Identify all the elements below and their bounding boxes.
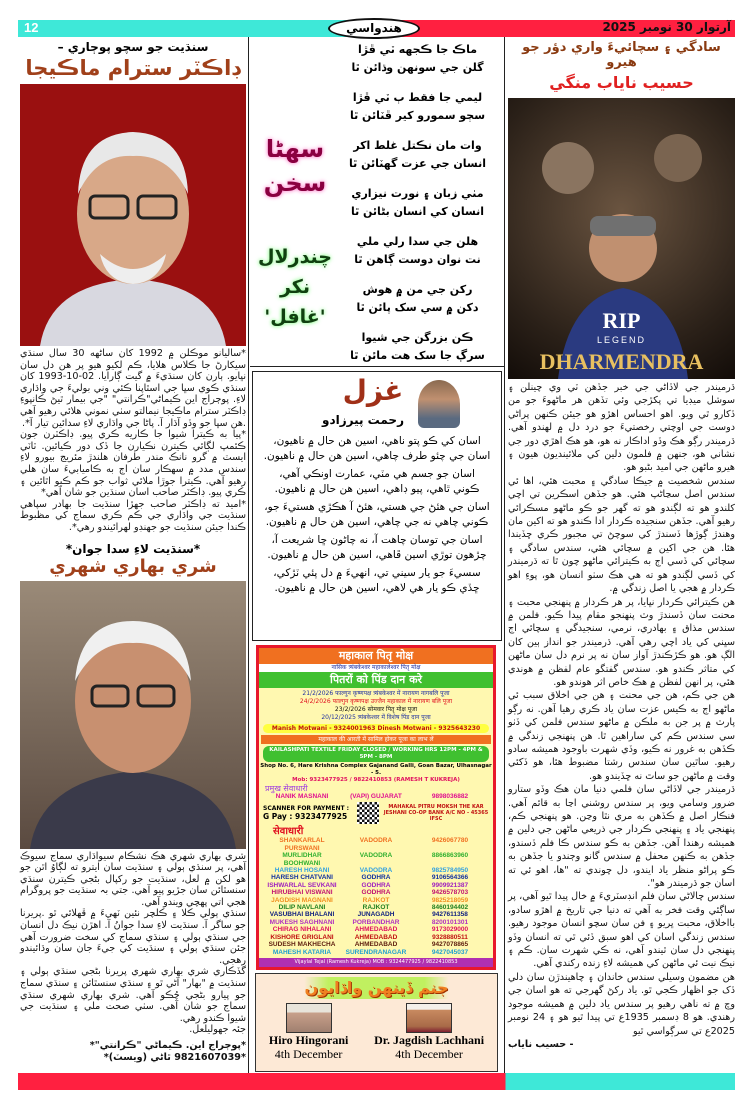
- ad-address: Shop No. 6, Hare Krishna Complex Gajanand Galli, Goan Bazar, Ulhasnagar - 5.: [260, 763, 492, 776]
- stanza: مٺي زبان ۽ نورت نيزاري انسان کي انسان بڻائن ٿا: [350, 187, 485, 218]
- dr-satram-makija-photo: [20, 84, 246, 346]
- person-name: Dr. Jagdish Lachhani: [374, 1033, 485, 1047]
- ad-gpay: G Pay : 9323477925: [263, 812, 348, 822]
- ad-date-line: 21/2/2026 फाल्गुन कृष्णपक्ष त्र्यंबकेश्वर में नारायण नागबलि पूजा: [302, 690, 450, 697]
- stanza: ڪن بزرگن جي شيوا سرڳ جا سک هت مائن ٿا: [350, 331, 485, 362]
- author-contact: *9821607039 ٿاڻي (ويسٽ)*: [103, 1051, 246, 1063]
- ad-mobile: Mob: 9323477925 / 9822410853 (RAMESH T KUKREJA): [292, 777, 460, 783]
- sevadhari-row: SUDESH MAKHECHA AHMEDABAD 9427078865: [268, 941, 469, 949]
- sevadhari-row: KISHORE GRIGLANI AHMEDABAD 9328880511: [270, 933, 468, 941]
- sevadhari-row: MUKESH SAGHNANI PORBANDHAR 8200101301: [269, 918, 469, 926]
- poem-stanzas: [335, 41, 500, 377]
- stanza: ماڪ جا ڪجهه ٽي ڦڙا گلن جي سونهن وڌائن ٿا: [351, 43, 484, 74]
- ad-date-line: 20/12/2025 त्र्यंबकेश्वर में विशेष पिंड दान पूजा: [321, 714, 431, 721]
- newspaper-logo: هندواسي: [328, 18, 420, 39]
- paragraph: ڌرميندر جي لاڏاڻي جي خبر جڏهن ٽي وي چينلن ۽ سوشل ميڊيا تي پکڙجي وئي تڏهن هر ماڻهوءَ جو من ڏکارو ٿي ويو. اهو احساس اهڙو هو جيئن ڪنهن پراڻي دوست جي اوچتي رخصتيءَ جو درد دل ۾ لهندو آهي. ڌرميندر رڳو هڪ وڏو اداڪار نه هو، هو هڪ اهڙي دور جي نشاني هو، جنهن ۾ فلمون دلين کي ملائينديون هيون ۽ هيرو ماڻهن جي اميد بڻبو هو.: [508, 382, 735, 474]
- issue-date: آرتوار 30 نومبر 2025: [602, 20, 731, 34]
- article-body: [20, 851, 246, 1064]
- ghazal-section: [252, 371, 502, 641]
- article-signature: - حسيب ناياب: [508, 1038, 574, 1050]
- author-signature: *پوڄراج اين. ڪيماڻي "ڪرانتي"*: [89, 1040, 246, 1051]
- qr-code-icon[interactable]: [357, 802, 379, 824]
- ad-date-line: 24/2/2026 फाल्गुन कृष्णपक्ष उज्जैन महाकाल में नारायण बलि पूजा: [299, 698, 453, 705]
- paragraph: گڏڪاري شري بهاري شهري پريرنا بڻجي سنڌي ٻولي ۽ سنڌيت ۾ "بهار" آڻي ٿو ۽ سنڌي سنسٿائن ۽ سنڌي سماج جو پيارو بڻجي چُڪو آهي. شري بهاري شهري سنڌي سماج جو شان آهي. سٺي صحت ملي ۽ سنڌيت جي شيوا ڪندو رهي.: [20, 966, 246, 1024]
- article-body: [20, 348, 246, 534]
- stanza: رکن جي من ۾ هوش دکن ۾ سي سک پائن ٿا: [356, 283, 479, 314]
- article-body: [508, 381, 735, 1051]
- ghazal-title: غزل: [342, 374, 404, 407]
- left-articles: [20, 40, 246, 1063]
- poet-photo: [418, 380, 460, 428]
- stanza: وات مان نڪتل غلط اکر انسان جي عزت گهٽائن ٿا: [349, 139, 486, 170]
- poet-name: چندرلال نکر 'غافل': [258, 246, 332, 328]
- ad-footer: Vijaylal Tejal (Ramesh Kukreja) MOB : 9324477925 / 9822410853: [259, 958, 493, 967]
- paragraph: ڌرميندر جي لاڏاڻي سان فلمي دنيا مان هڪ وڏو ستارو ضرور وسامي ويو، پر سندس روشني اڃا به قائم آهي. فنڪار اصل ۾ ڪڏهن به مري نٿا وڃن. هو پنهنجي ڪم، پنهنجي ياد ۽ پنهنجي ڪردار جي ذريعي ماڻهن جي دلين ۾ هميشه رهندا آهن. جڏهن به ڪو سندس ڪا فلم ڏسندو، جڏهن به ڪنهن محفل ۾ سندس گانو وڄندو يا جڏهن به ڪو پراڻو منظر ياد ايندو، دل چوندي ته "ها، اهو ئي ته اسان جو ڌرميندر هو".: [508, 784, 735, 890]
- ghazal-poet: رحمت پيرزادو: [322, 413, 404, 427]
- sevadhari-row: SHANKARLAL PURSWANI VADODRA 9426067780: [279, 837, 469, 852]
- paragraph: سندس شخصيت ۾ جيڪا سادگي ۽ محبت هئي، اها ئي سندس اصل سڃاڻپ هئي. هو جڏهن اسڪرين تي اچي کلندو هو ته لڳندو هو ته گهر جو ڪو ماڻهو مسڪرائي رهيو آهي. جڏهن سنجيده ڪردار ادا ڪندو هو ته اکين مان وهندڙ ڳوڙها ڏسندڙ کي سوچڻ تي مجبور ڪري ڇڏيندا هئا. هن جي اکين ۾ سچائي هئي، سندس سادگي ۽ سچائي کي ڏسي اڄ به ڪيترائي ماڻهو چون ٿا ته ڌرميندر کي ڏسي لڳندو هو ته هي هڪ سٺو انسان هو، پوءِ اهو ڪردار ۾ هجي يا اصل زندگي ۾.: [508, 475, 735, 595]
- ad-banner: पितरों को पिंड दान करे: [259, 672, 493, 688]
- paragraph: شري بهاري شهري هڪ نشڪام سيواڌاري سماج سيوڪ آهي، پر سنڌي ٻولي ۽ سنڌيت سان ايترو ته لڳاوُ اٿن جو هو لکن ۾ لعل، سنڌيت جو رکپال بڻجي ڪيترن سنڌي سنسٿائن سان جڙيو پيو آهي. جتي بہ سنڌيت جو پروگرام هجي اتي پهچي ويندو آهي.: [20, 850, 246, 908]
- sevadhari-row: ISHWARLAL SEVKANI GODHRA 9909921387: [267, 881, 469, 889]
- person-photo: [406, 1003, 452, 1033]
- page-footer-bar: [18, 1073, 735, 1090]
- person-date: 4th December: [395, 1047, 463, 1061]
- sevadhari-row: HIRUBHAI VISWANI GODHRA 9426578703: [271, 889, 469, 897]
- portrait-icon: [20, 84, 246, 346]
- stanza: هلن جي سدا رلي ملي نت نوان دوست ڳاهن ٿا: [354, 235, 481, 266]
- column-divider: [504, 37, 505, 1073]
- rip-text: RIP: [602, 308, 641, 333]
- sevadhari-row: MURLIDHAR BOOHWANI VADODRA 8866863960: [282, 852, 469, 867]
- page-header-bar: [18, 20, 735, 37]
- ad-title: महाकाल पितृ मोक्ष: [259, 648, 493, 664]
- couplet: سسيءَ جو يار سيني تي، انهيءَ ۾ دل پئي ٽڙکي، ڇڏي ڪو يار هي لاهي، اسين هن حال ۾ ناهيون.: [273, 567, 481, 594]
- page-number: 12: [24, 20, 39, 35]
- column-divider: [248, 37, 249, 1073]
- sevadhari-row: VASUBHAI BHALANI JUNAGADH 9427611358: [269, 911, 468, 919]
- couplet: اسان کي ڪو پتو ناهي، اسين هن حال ۾ ناهيون، اسان جي چئو طرف چاهي، اسين هن حال ۾ ناهيون.: [263, 435, 491, 462]
- birthday-title: جنم ڏينهن واڌايون: [256, 977, 497, 999]
- birthday-wishes: [255, 973, 498, 1072]
- dharmendra-photo: [508, 98, 735, 379]
- paragraph: سندس چالاڻي سان فلم انڊسٽريءَ ۾ خال پيدا ٿيو آهي، پر ساڳئي وقت فخر به آهي ته دنيا جي تاريخ ۾ اهڙو سادو، بااخلاق، محبت ڀريو ۽ فن سان سچو انسان موجود رهيو. سندس زندگي اسان کي اهو سبق ڏئي ٿي ته انسان وڏو پنهنجي دل سان ٿيندو آهي، نه ڪي شهرت سان. ڪم ۽ نيڪ نيت ئي ماڻهن کي هميشه لاءِ زنده رکندي آهي.: [508, 891, 735, 970]
- paragraph: هن مضمون وسيلي سندس خاندان ۽ چاهيندڙن سان دلي ڏک جو اظهار ڪجي ٿو. ياد رکڻ گهرجي ته هو اسان جي وچ ۾ ته ناهي رهيو پر سندس ياد دلين ۾ هميشه موجود رهندي. هو 8 ڊسمبر 1935ع تي پيدا ٿيو هو ۽ 24 نومبر 2025ع تي سرڳواسي ٿيو: [508, 971, 735, 1037]
- poem-section: [250, 37, 504, 367]
- ad-bank-details: MAHAKAL PITRU MOKSH THE KAR JESHANI CO-OP BANK A/C NO - 45365 IFSC: [383, 804, 489, 823]
- ad-scanner-label: SCANNER FOR PAYMENT :: [263, 805, 350, 813]
- article-kicker: سادگي ۽ سچائيءَ واري دؤر جو هيرو: [522, 40, 721, 70]
- stanza: ليمي جا فقط ٻ ٽي ڦڙا سڄو سمورو کير ڦٽائن ٿا: [349, 91, 486, 122]
- ad-date-line: 23/2/2026 सोमवार पितृ मोक्ष पूजा: [334, 706, 418, 713]
- ad-coordinator-label: प्रमुख सेवाधारी: [265, 784, 308, 793]
- ad-subtitle: नासिक त्र्यंबकेश्वर महाकालेश्वर पितृ मोक्ष: [259, 664, 493, 672]
- article-kicker: *سنڌيت لاءِ سدا جوان*: [65, 541, 201, 556]
- sevadhari-row: HARESH CHATVANI GODHRA 9106564366: [271, 874, 469, 882]
- couplet: اسان جي توسان چاهت آ، نه چاڻون ڇا شريعت آ، چڙهون توڙي اسين ڦاهي، اسين هن حال ۾ ناهيون.: [267, 534, 487, 561]
- sevadhari-row: JAGDISH MAGNANI RAJKOT 9825218059: [271, 896, 469, 904]
- shri-bihari-shahri-photo: [20, 581, 246, 849]
- article-kicker: سنڌيت جو سچو پوڄاري –: [57, 40, 209, 54]
- sevadhari-row: CHIRAG NIHALANI AHMEDABAD 9173029000: [272, 926, 469, 934]
- sevadhari-row: MAHESH KATARIA SURENDRANAGAR 9427045037: [272, 948, 469, 956]
- person-photo: [286, 1003, 332, 1033]
- paragraph: هن جي ڪم، هن جي محنت ۽ هن جي اخلاق سبب ئي ماڻهو اڄ به ڪيس عزت سان ياد ڪري رهيا آهن. نه رڳو پارٽ ۾ پر جن به ملڪن ۾ ماڻهو سندس فلمن کي ڏٺو سي سندس ڪم کي ساراهين ٿا. هن پنهنجي زندگي ۾ ڪڏهن به غرور نه ڪيو، وڏي شهرت باوجود هميشه سادو رهيو. ساٿين سان سندس رشتا مضبوط هئا، هو ڏکئي وقت ۾ ماڻهن جو ساٿ نه ڇڏيندو هو.: [508, 690, 735, 782]
- person-date: 4th December: [274, 1047, 343, 1061]
- paragraph: هن ڪيترائي ڪردار نڀايا، پر هر ڪردار ۾ پنهنجي محبت ۽ محنت سان ڏسندڙ وٽ پنهنجو مقام پيدا ڪيو. فلمن ۾ سندس مذاق ۽ بهادري، نرمي، سنجيدگي ۽ سچائي اڄ سڀني کي ياد اچي رهي آهي. ڌرميندر جو انداز ٻين کان الڳ هو. هو ڪڙڪندڙ آواز سان نه پر نرم دل سان ماڻهن کي متاثر ڪندو هو. سندس گفتگو عام لفظن ۾ هوندي هئي، پر انهن لفظن ۾ هڪ خاص اثر هوندو هو.: [508, 596, 735, 688]
- ad-sevadhari-label: सेवाधारी: [273, 826, 304, 838]
- couplet: اسان جي هئڻ جي هستي، هئڻ آ هڪڙي هستيءَ جو، ڪوني چاهي نه جي چاهي، اسين هن حال ۾ ناهيون.: [264, 501, 490, 528]
- dharmendra-text: DHARMENDRA: [539, 349, 704, 374]
- sevadhari-row: DILIP NAVLANI RAJKOT 8460194402: [278, 904, 469, 912]
- couplet: اسان جو جسم هي مٽي، عمارت اونڪي آهي، ڪوني ٿاهي، پيو ڊاهي، اسين هن حال ۾ ناهيون.: [274, 468, 480, 495]
- paragraph: *اميد ته ڊاڪٽر صاحب جهڙا سنڌيت جا بهادر سپاهي سنڌيت جي واڌاري جي ڪم ڪري سماج کي مظبوط ڪندا جيئن سنڌيت جو جهنڊو لهرائيندو رهي*.: [20, 498, 246, 533]
- legend-text: LEGEND: [596, 335, 646, 345]
- article-byline: حسيب ناياب منگي: [549, 73, 694, 92]
- ad-contacts: Manish Motwani - 9324001963 Dinesh Motwani - 9325643230: [263, 724, 489, 733]
- pitru-moksh-advertisement: महाकाल पितृ मोक्ष नासिक त्र्यंबकेश्वर महाकालेश्वर पितृ मोक्ष पितरों को पिंड दान करे 21/2/2026 फाल्गुन कृष्णपक्ष त्र्यंबकेश्वर में नारायण नागबलि पूजा 24/2/2026 फाल्गुन कृष्णपक्ष उज्जैन महाकाल में नारायण बलि पूजा 23/2/2026 सोमवार पितृ मोक्ष पूजा 20/12/2025 त्र्यंबकेश्वर में विशेष पिंड दान पूजा Manish Motwani - 9324001963 Dinesh Motwani - 9325643230 महाकाल की आरती में सामिल होकर पूजा का लाभ लें KAILASHPATI TEXTILE FRIDAY CLOSED / WORKING HRS 12PM - 4PM & 5PM - 8PM Shop No. 6, Hare Krishna Complex Gajanand Galli, Goan Bazar, Ulhasnagar - 5. Mob: 9323477925 / 9822410853 (RAMESH T KUKREJA) प्रमुख सेवाधारी NANIK MASNANI (VAPI) GUJARAT 9898036882 SCANNER FOR PAYMENT : G Pay : 9323477925 MAHAKAL PITRU MOKSH THE KAR JESHANI CO-OP BANK A/C NO - 45365 IFSC सेवाधारी SHANKARLAL PURSWANI VADODRA 9426067780 MURLIDHAR BOOHWANI VADODRA 8866863960 HARESH HOSANI VADODRA 9825784950 HARESH CHATVANI GODHRA 9106564366 ISHWARLAL SEVKANI GODHRA 9909921387 HIRUBHAI VISWANI GODHRA 9426578703 JAGDISH MAGNANI RAJKOT 9825218059 DILIP NAVLANI RAJKOT 8460194402 VASUBHAI BHALANI JUNAGADH 9427611358 MUKESH SAGHNANI PORBANDHAR 8200101301 CHIRAG NIHALANI AHMEDABAD 9173029000 KISHORE GRIGLANI AHMEDABAD 9328880511 SUDESH MAKHECHA AHMEDABAD 9427078865 MAHESH KATARIA SURENDRANAGAR 9427045037 Vijaylal Tejal (Ramesh Kukreja) MOB : 9324477925 / 9822410853: [256, 645, 496, 970]
- portrait-icon: [20, 581, 246, 849]
- ad-shop-hours: KAILASHPATI TEXTILE FRIDAY CLOSED / WORKING HRS 12PM - 4PM & 5PM - 8PM: [263, 746, 489, 762]
- paragraph: جئہ جهوليلعل.: [189, 1024, 246, 1036]
- paragraph: *پيا به ڪيترا شيوا جا ڪاريه ڪري پيو. ڊاڪٽرن جون ڪئمپ لڳائي ڪيترن نڪيارن جا ڏک دور ڪيائين. ٽاٽي ايسٽ ۾ گرو نانڪ مندر طرفان هلندڙ مئريج بيورو لاءِ سندس مدد ۾ سهڪار سان اڄ به ڪاميابيءَ سان هلي رهيو آهي. ڪيترا جوڙا ملائي ثواب جو ڪم ڪيو اٿائين ۽ ڪري پيو. ڊاڪٽر صاحب اسان سنڌين جو شان آهي*: [20, 429, 246, 499]
- ghazal-couplets: [255, 434, 499, 599]
- right-article: [508, 40, 735, 1051]
- sevadhari-list: [259, 837, 493, 956]
- birthday-person: [269, 1003, 348, 1061]
- article-title: ڊاڪٽر سترام ماڪيجا: [25, 56, 241, 80]
- article-title: شري بهاري شهري: [49, 555, 217, 577]
- ad-notice: महाकाल की आरती में सामिल होकर पूजा का लाभ लें: [261, 735, 491, 744]
- birthday-person: [374, 1003, 484, 1061]
- paragraph: *ساليانو موڪلن ۾ 1992 کان ساڻهه 30 سال سنڌي سيکارڻ جا ڪلاس هلايا، ڪم لکيو هيو پر هن دل سان نڀايو. ٻارن کان سنڌيءَ ۾ گيت ڳارايا. 02-10-1993 کان سنڌي ڪوي سڀا جي اسٿاپنا ڪئي وني بوليءَ جي واڌاري لاءِ. پوڄراج اين ڪيماڻي"ڪرانتي" "جي بيمار ٿيڻ ڪانپوءِ ڊاڪٽر سترام ماڪيجا نيمالتو سٺي نموني هلائي رهيو آهي .هن سڀا جو وڏو آڌار آ. پاڻا جي واڌاري لاءِ سدائين تيار آ*.: [20, 348, 246, 429]
- paragraph: سنڌي ٻولي ڪلا ۽ ڪلچر نئين ٽهيءَ ۾ ڦهلائي ٿو .پريرنا جو ساگر آ. سنڌيت لاءِ سدا جوانُ آ. اهڙن نيڪ دل انسان جي سنڌي ٻولي ۽ سنڌي سماج کي سخت ضرورت آهي جئن سنڌي ٻولي ۽ سنڌيت کي جيءَ جان سان وڌائيندو رهجي.: [20, 908, 246, 966]
- person-name: Hiro Hingorani: [268, 1033, 349, 1047]
- sevadhari-row: HARESH HOSANI VADODRA 9825784950: [274, 867, 469, 875]
- poem-title: سهڻا سخن: [263, 135, 327, 197]
